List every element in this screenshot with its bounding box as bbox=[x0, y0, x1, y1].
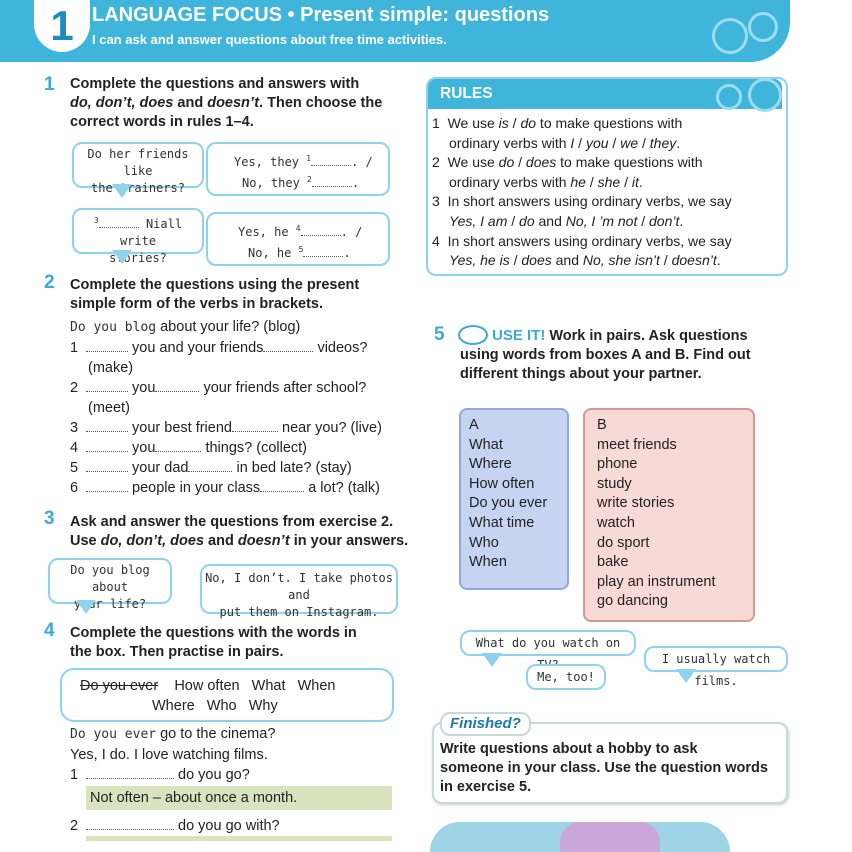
bubble-text: put them on Instagram. bbox=[219, 605, 379, 619]
bubble-text: . / bbox=[340, 225, 363, 239]
box-b-list bbox=[597, 416, 715, 612]
ex4-answer-1: Not often – about once a month. bbox=[86, 786, 392, 810]
item-text: your best friend bbox=[128, 420, 232, 436]
bubble-text: . bbox=[343, 246, 351, 260]
gap-number: 3 bbox=[93, 216, 99, 225]
item-text: do you go with? bbox=[174, 818, 280, 834]
box-b-label: B bbox=[597, 417, 607, 433]
exercise-4-items bbox=[70, 724, 275, 785]
speech-bubble-example-1: What do you watch on bbox=[460, 630, 636, 656]
example-answer: Do you ever bbox=[70, 727, 157, 742]
gap-number: 1 bbox=[306, 154, 312, 163]
use-it-label: USE IT! bbox=[492, 327, 546, 344]
bubble-tail bbox=[676, 669, 696, 683]
ex2-example: Do you blog about your life? (blog) bbox=[70, 319, 301, 335]
answer-gap[interactable] bbox=[86, 419, 128, 432]
bubble-tail bbox=[112, 184, 132, 198]
box-a-list bbox=[469, 416, 547, 573]
item-text: in bed late? (stay) bbox=[232, 460, 352, 476]
bubble-text: stories? bbox=[109, 251, 167, 265]
ex5-line: different things about your partner. bbox=[460, 366, 702, 382]
ex4-line: the box. Then practise in pairs. bbox=[70, 644, 284, 660]
decorative-ring-icon bbox=[716, 84, 742, 110]
item-number: 1 bbox=[70, 767, 79, 783]
ex4-answer-2 bbox=[86, 836, 392, 841]
exercise-2-number: 2 bbox=[44, 272, 55, 293]
ex2-item-3 bbox=[70, 418, 382, 438]
box-b-item: do sport bbox=[597, 534, 650, 551]
ex2-item-5 bbox=[70, 458, 382, 478]
bubble-text: No, he bbox=[248, 246, 299, 260]
ex4-example-q bbox=[70, 724, 275, 745]
word-list: How often What When bbox=[174, 678, 336, 694]
speech-bubble-example-3: Me, too! bbox=[526, 664, 606, 690]
bubble-text: Niall write bbox=[119, 217, 183, 248]
word-box-row-2: Where Who Why bbox=[152, 698, 278, 714]
answer-gap[interactable] bbox=[86, 766, 174, 779]
box-a-item: When bbox=[469, 554, 507, 571]
item-text: do you go? bbox=[174, 767, 250, 783]
item-text: you bbox=[128, 380, 156, 396]
finished-line: Write questions about a hobby to ask bbox=[440, 741, 698, 757]
ex2-line: Complete the questions using the present bbox=[70, 277, 360, 293]
answer-gap[interactable] bbox=[311, 153, 351, 166]
answer-gap[interactable] bbox=[263, 339, 313, 352]
answer-gap[interactable] bbox=[155, 439, 201, 452]
answer-gap[interactable] bbox=[232, 419, 278, 432]
item-hint: (make) bbox=[88, 360, 134, 376]
speech-bubble-answer-3 bbox=[200, 564, 398, 619]
bubble-tail bbox=[482, 653, 502, 667]
decorative-ring-icon bbox=[748, 12, 778, 42]
bubble-text: No, I don’t. I take photos and bbox=[205, 571, 393, 602]
item-text: a lot? (talk) bbox=[304, 480, 380, 496]
answer-gap[interactable] bbox=[303, 244, 343, 257]
bubble-text: Do her friends like bbox=[87, 147, 189, 178]
bubble-text: No, they bbox=[242, 176, 308, 190]
speech-bubble-question-1 bbox=[72, 142, 204, 195]
item-text: people in your class bbox=[128, 480, 261, 496]
bubble-text: the trainers? bbox=[91, 181, 185, 195]
exercise-3-instructions bbox=[70, 513, 408, 551]
exercise-4-instructions bbox=[70, 624, 357, 662]
rule-3-cont[interactable]: Yes, I am / do and No, I ’m not / don’t. bbox=[449, 212, 684, 229]
exercise-3-number: 3 bbox=[44, 508, 55, 529]
answer-gap[interactable] bbox=[86, 339, 128, 352]
speech-bubble-question-3 bbox=[48, 558, 172, 611]
page-subtitle: I can ask and answer questions about free time activities. bbox=[92, 32, 447, 47]
gap-number: 5 bbox=[298, 245, 304, 254]
ex1-line: Complete the questions and answers with bbox=[70, 76, 360, 92]
answer-gap[interactable] bbox=[155, 379, 199, 392]
page-title: LANGUAGE FOCUS • Present simple: questions bbox=[92, 4, 550, 26]
ex2-item-4 bbox=[70, 438, 382, 458]
rules-title: RULES bbox=[440, 85, 493, 102]
rule-4-cont[interactable]: Yes, he is / does and No, she isn’t / doesn’t. bbox=[449, 252, 721, 269]
ex5-text: Work in pairs. Ask questions bbox=[545, 328, 748, 344]
exercise-5-instructions bbox=[460, 326, 751, 384]
bubble-line bbox=[74, 212, 202, 250]
box-a-item: Do you ever bbox=[469, 495, 548, 512]
rule-2-cont[interactable]: ordinary verbs with he / she / it. bbox=[449, 173, 643, 190]
bubble-text: . / bbox=[351, 155, 373, 169]
ex3-line: Ask and answer the questions from exercise 2. bbox=[70, 514, 394, 530]
ex1-line: correct words in rules 1–4. bbox=[70, 114, 254, 130]
speech-bubble-answer-2 bbox=[206, 212, 390, 266]
answer-gap[interactable] bbox=[301, 223, 341, 236]
answer-gap[interactable] bbox=[86, 479, 128, 492]
speech-bubble-example-2: I usually watch films. bbox=[644, 646, 788, 672]
exercise-2-items bbox=[70, 317, 382, 498]
ex4-line: Complete the questions with the words in bbox=[70, 625, 357, 641]
answer-gap[interactable] bbox=[86, 459, 128, 472]
item-text: things? (collect) bbox=[201, 440, 307, 456]
item-number: 2 bbox=[70, 818, 79, 834]
finished-line: in exercise 5. bbox=[440, 779, 532, 795]
box-a-item: What time bbox=[469, 514, 535, 531]
box-b-item: watch bbox=[597, 514, 635, 531]
decorative-ring-icon bbox=[712, 18, 748, 54]
item-text: your friends after school? bbox=[199, 380, 367, 396]
answer-gap[interactable] bbox=[99, 215, 139, 228]
box-a-item: Where bbox=[469, 456, 512, 473]
exercise-5-number: 5 bbox=[434, 324, 445, 345]
box-b-item: write stories bbox=[597, 495, 675, 512]
bubble-line bbox=[208, 241, 388, 262]
box-b-item: meet friends bbox=[597, 436, 677, 453]
answer-gap[interactable] bbox=[86, 379, 128, 392]
exercise-2-instructions bbox=[70, 276, 359, 314]
box-a-item: What bbox=[469, 436, 503, 453]
decorative-ring-icon bbox=[748, 78, 782, 112]
ex2-item-2 bbox=[70, 378, 382, 398]
bubble-text: Do you blog about bbox=[70, 563, 150, 594]
exercise-1-instructions bbox=[70, 75, 420, 132]
box-a-label: A bbox=[469, 417, 479, 433]
ex3-line: Use do, don’t, does and doesn’t in your answers. bbox=[70, 533, 409, 549]
box-b-item: go dancing bbox=[597, 593, 668, 610]
answer-gap[interactable] bbox=[260, 479, 304, 492]
speech-bubble-answer-1 bbox=[206, 142, 390, 196]
bubble-line bbox=[208, 220, 388, 241]
answer-gap[interactable] bbox=[188, 459, 232, 472]
item-number: 1 bbox=[70, 340, 79, 356]
item-number: 2 bbox=[70, 380, 79, 396]
word-box-row-1 bbox=[80, 676, 336, 696]
bubble-line bbox=[208, 171, 388, 192]
rule-3: 3 In short answers using ordinary verbs, we say bbox=[432, 193, 732, 210]
item-text: you and your friends bbox=[128, 340, 264, 356]
bubble-tail bbox=[76, 600, 96, 614]
bubble-line bbox=[208, 150, 388, 171]
ex2-line: simple form of the verbs in brackets. bbox=[70, 296, 324, 312]
exercise-4-number: 4 bbox=[44, 620, 55, 641]
box-b-item: bake bbox=[597, 554, 629, 571]
ex4-item-2 bbox=[70, 816, 280, 836]
bubble-text: your life? bbox=[73, 597, 147, 611]
unit-number: 1 bbox=[34, 0, 90, 52]
box-b-item: study bbox=[597, 475, 632, 492]
finished-instructions bbox=[440, 740, 768, 797]
ex4-example-a: Yes, I do. I love watching films. bbox=[70, 747, 268, 763]
item-text: you bbox=[128, 440, 156, 456]
ex2-item-6 bbox=[70, 478, 382, 498]
item-number: 4 bbox=[70, 440, 79, 456]
box-a-item: Who bbox=[469, 534, 499, 551]
ex5-line: using words from boxes A and B. Find out bbox=[460, 347, 751, 363]
item-text: go to the cinema? bbox=[156, 726, 276, 742]
gap-number: 4 bbox=[295, 224, 301, 233]
item-text: near you? (live) bbox=[277, 420, 382, 436]
answer-gap[interactable] bbox=[86, 439, 128, 452]
bubble-text: Yes, they bbox=[234, 155, 307, 169]
bubble-text: . bbox=[351, 176, 360, 190]
item-number: 6 bbox=[70, 480, 79, 496]
gap-number: 2 bbox=[307, 175, 312, 184]
answer-gap[interactable] bbox=[312, 174, 352, 187]
ex2-item-1 bbox=[70, 338, 382, 358]
speech-bubble-question-2 bbox=[72, 208, 204, 265]
item-text: your dad bbox=[128, 460, 189, 476]
item-text: videos? bbox=[313, 340, 368, 356]
ex1-line: do, don’t, does and doesn’t. Then choose the bbox=[70, 95, 383, 111]
box-a-item: How often bbox=[469, 475, 535, 492]
bubble-tail bbox=[112, 250, 132, 264]
finished-label: Finished? bbox=[440, 712, 531, 736]
bubble-text: Yes, he bbox=[238, 225, 296, 239]
decorative-illustration bbox=[560, 822, 660, 852]
item-number: 5 bbox=[70, 460, 79, 476]
ex4-item-1 bbox=[70, 765, 275, 785]
answer-gap[interactable] bbox=[86, 817, 174, 830]
rule-4: 4 In short answers using ordinary verbs, we say bbox=[432, 232, 732, 249]
rules-list bbox=[432, 114, 732, 271]
example-answer: Do you blog bbox=[70, 320, 157, 335]
ex5-line bbox=[460, 326, 751, 346]
item-number: 3 bbox=[70, 420, 79, 436]
box-b-item: phone bbox=[597, 456, 638, 473]
item-hint: (meet) bbox=[88, 400, 130, 416]
rule-2[interactable]: 2 We use do / does to make questions with bbox=[432, 154, 703, 171]
exercise-1-number: 1 bbox=[44, 74, 55, 95]
word-crossed: Do you ever bbox=[80, 678, 159, 694]
rule-1[interactable]: 1 We use is / do to make questions with bbox=[432, 115, 683, 131]
box-b-item: play an instrument bbox=[597, 573, 716, 590]
rule-1-cont[interactable]: ordinary verbs with I / you / we / they. bbox=[449, 134, 681, 151]
finished-line: someone in your class. Use the question words bbox=[440, 760, 768, 776]
